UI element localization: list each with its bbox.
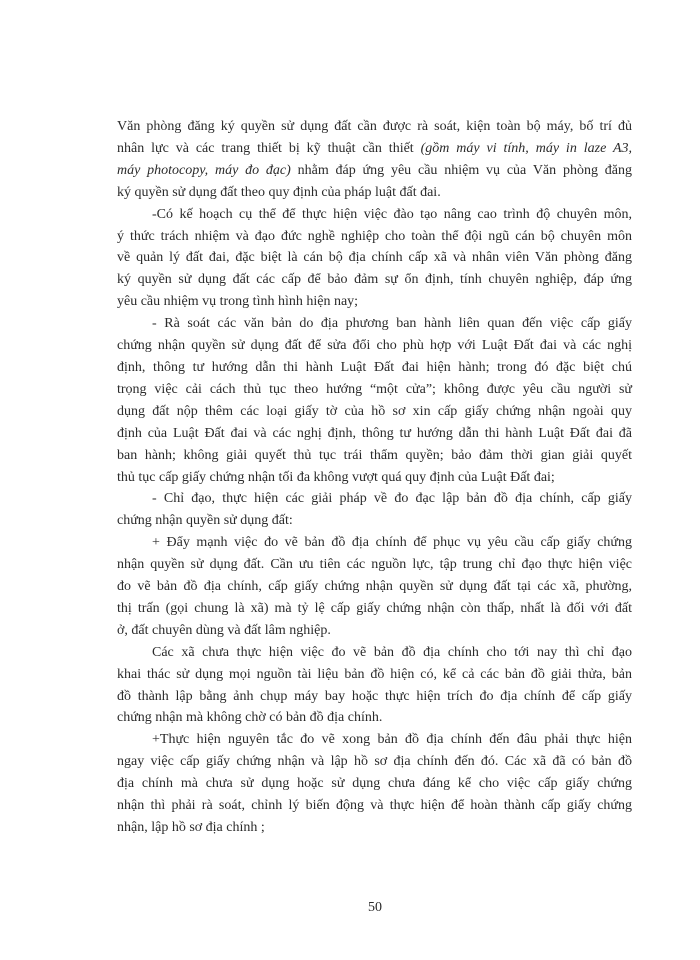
text-segment: đồ thành lập bằng ảnh chụp máy bay hoặc thực hiện trích đo địa chính để cấp giấy <box>117 688 632 704</box>
text-line <box>117 204 632 226</box>
text-segment: thủ tục cấp giấy chứng nhận tối đa không vượt quá quy định của Luật Đất đai; <box>117 469 555 485</box>
text-segment: chứng nhận quyền sử dụng đất để sửa đổi cho phù hợp với Luật Đất đai và các nghị <box>117 338 632 354</box>
text-line <box>117 116 632 138</box>
text-segment: + Đẩy mạnh việc đo vẽ bản đồ địa chính để phục vụ yêu cầu cấp giấy chứng <box>152 535 632 551</box>
text-line <box>117 401 632 423</box>
text-segment: ở, đất chuyên dùng và đất lâm nghiệp. <box>117 622 331 638</box>
paragraph <box>117 116 632 204</box>
page-number: 50 <box>368 900 382 915</box>
text-segment: +Thực hiện nguyên tắc đo vẽ xong bản đồ địa chính đến đâu phải thực hiện <box>152 732 632 748</box>
text-line <box>117 532 632 554</box>
paragraph <box>117 642 632 730</box>
text-line <box>117 664 632 686</box>
text-segment: nhằm đáp ứng yêu cầu nhiệm vụ của Văn phòng đăng <box>290 162 632 178</box>
text-line <box>117 795 632 817</box>
text-segment: yêu cầu nhiệm vụ trong tình hình hiện nay; <box>117 294 359 310</box>
text-segment: đo vẽ bản đồ địa chính, cấp giấy chứng nhận quyền sử dụng đất tại các xã, phường, <box>117 579 632 595</box>
italic-text: máy photocopy, máy đo đạc) <box>117 162 291 178</box>
text-segment: - Rà soát các văn bản do địa phương ban hành liên quan đến việc cấp giấy <box>152 316 632 332</box>
paragraph <box>117 204 632 314</box>
italic-text: (gồm máy vi tính, máy in laze A3, <box>420 140 632 156</box>
text-segment: khai thác sử dụng mọi nguồn tài liệu bản đồ hiện có, kể cả các bản đồ giải thửa, bản <box>117 666 632 682</box>
text-line <box>117 620 632 642</box>
text-line <box>117 510 632 532</box>
text-segment: chứng nhận mà không chờ có bản đồ địa chính. <box>117 710 383 726</box>
text-segment: Văn phòng đăng ký quyền sử dụng đất cần được rà soát, kiện toàn bộ máy, bố trí đủ <box>117 119 632 134</box>
text-line <box>117 467 632 489</box>
text-line <box>117 226 632 248</box>
text-line <box>117 642 632 664</box>
text-line <box>117 707 632 729</box>
paragraph <box>117 313 632 488</box>
text-line <box>117 379 632 401</box>
text-segment: ý thức trách nhiệm và đạo đức nghề nghiệp cho toàn thể đội ngũ cán bộ chuyên môn <box>117 228 632 244</box>
text-segment: nhân lực và các trang thiết bị kỹ thuật cần thiết <box>117 140 421 156</box>
text-line <box>117 160 632 182</box>
text-segment: thị trấn (gọi chung là xã) mà tỷ lệ cấp giấy chứng nhận còn thấp, nhất là đối với đất <box>117 600 632 616</box>
text-segment: nhận thì phải rà soát, chỉnh lý biến động và thực hiện để hoàn thành cấp giấy chứng <box>117 798 632 814</box>
document-body <box>117 116 632 839</box>
text-segment: ký quyền sử dụng đất các cấp để bảo đảm sự ổn định, tính chuyên nghiệp, đáp ứng <box>117 272 632 288</box>
text-line <box>117 576 632 598</box>
text-segment: định của Luật Đất đai và các nghị định, thông tư hướng dẫn thi hành Luật Đất đai đã <box>117 425 632 441</box>
text-line <box>117 598 632 620</box>
text-segment: Các xã chưa thực hiện việc đo vẽ bản đồ địa chính cho tới nay thì chỉ đạo <box>152 644 632 660</box>
text-line <box>117 686 632 708</box>
text-line <box>117 751 632 773</box>
text-line <box>117 445 632 467</box>
text-line <box>117 335 632 357</box>
text-segment: nhận quyền sử dụng đất. Cần ưu tiên các nguồn lực, tập trung chỉ đạo thực hiện việc <box>117 557 632 573</box>
paragraph <box>117 729 632 839</box>
text-segment: ký quyền sử dụng đất theo quy định của pháp luật đất đai. <box>117 184 441 200</box>
text-segment: ban hành; không giải quyết thủ tục trái thẩm quyền; bảo đảm thời gian giải quyết <box>117 447 632 463</box>
paragraph <box>117 488 632 532</box>
text-line <box>117 423 632 445</box>
text-line <box>117 182 632 204</box>
text-line <box>117 817 632 839</box>
text-segment: về quản lý đất đai, đặc biệt là cán bộ địa chính cấp xã và nhân viên Văn phòng đăng <box>117 250 632 266</box>
text-line <box>117 729 632 751</box>
text-line <box>117 247 632 269</box>
text-segment: -Có kế hoạch cụ thể để thực hiện việc đào tạo nâng cao trình độ chuyên môn, <box>152 206 632 222</box>
text-line <box>117 138 632 160</box>
text-segment: - Chỉ đạo, thực hiện các giải pháp về đo đạc lập bản đồ địa chính, cấp giấy <box>152 491 632 507</box>
text-line <box>117 554 632 576</box>
text-segment: định, thông tư hướng dẫn thi hành Luật Đất đai hiện hành; trong đó đặc biệt chú <box>117 359 632 375</box>
text-line <box>117 291 632 313</box>
text-segment: ngay việc cấp giấy chứng nhận và lập hồ sơ địa chính đến đó. Các xã đã có bản đồ <box>117 754 632 770</box>
text-segment: trọng việc cải cách thủ tục theo hướng “một cửa”; không được yêu cầu người sử <box>117 381 632 397</box>
text-segment: chứng nhận quyền sử dụng đất: <box>117 513 293 529</box>
text-line <box>117 357 632 379</box>
text-line <box>117 488 632 510</box>
text-segment: nhận, lập hồ sơ địa chính ; <box>117 820 265 835</box>
paragraph <box>117 532 632 642</box>
text-line <box>117 773 632 795</box>
text-line <box>117 313 632 335</box>
text-line <box>117 269 632 291</box>
text-segment: dụng đất nộp thêm các loại giấy tờ của hồ sơ xin cấp giấy chứng nhận ngoài quy <box>117 403 632 419</box>
text-segment: địa chính mà chưa sử dụng hoặc sử dụng chưa đáng kể cho việc cấp giấy chứng <box>117 776 632 792</box>
